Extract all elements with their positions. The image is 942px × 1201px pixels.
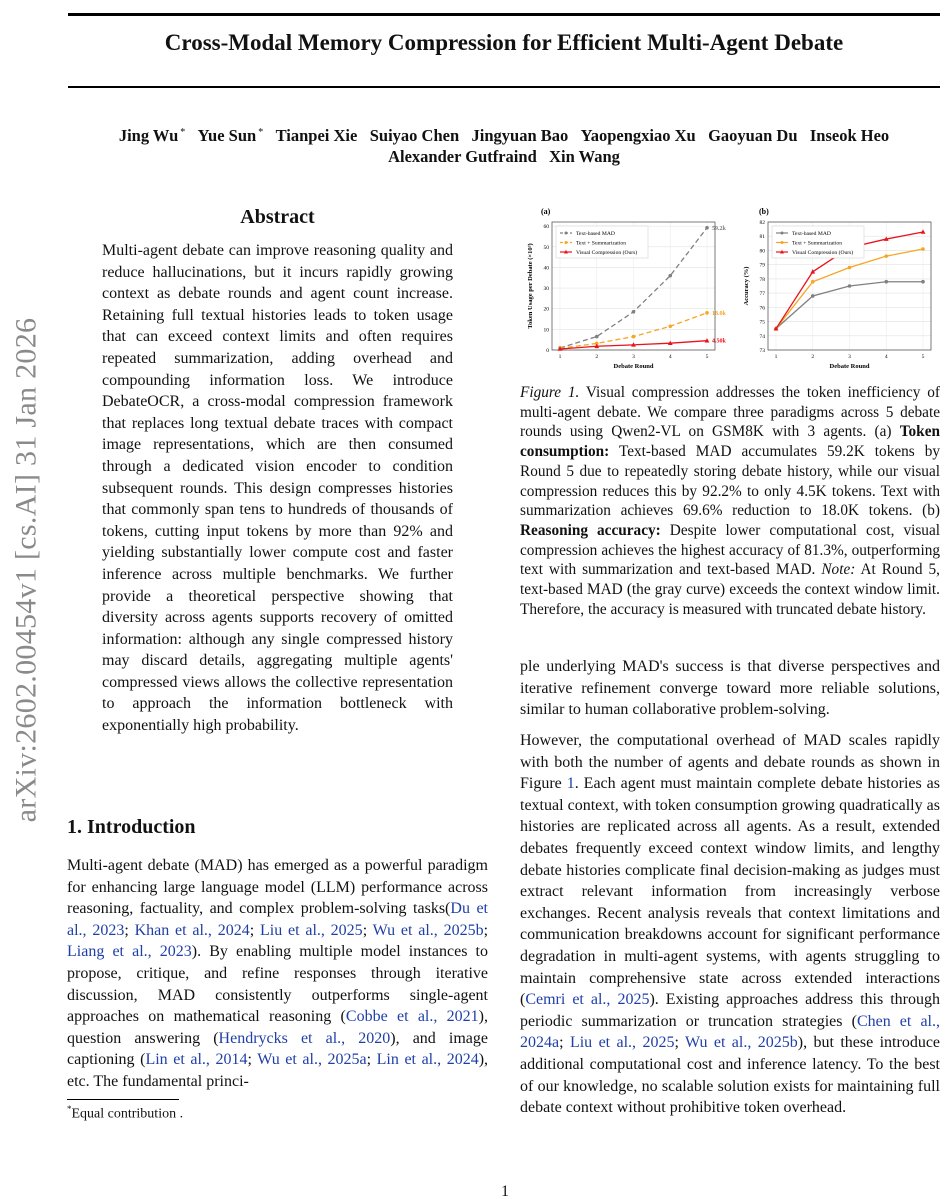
author-name: Gaoyuan Du — [708, 126, 798, 145]
chart-y-tick-label: 30 — [543, 286, 549, 293]
page-number: 1 — [501, 1183, 509, 1200]
citation-link[interactable]: Lin et al., 2014 — [145, 1051, 248, 1069]
author-name: Inseok Heo — [809, 126, 890, 145]
chart-legend-label: Visual Compression (Ours) — [576, 250, 638, 256]
caption-text-run: Text-based MAD accumulates 59.2K tokens by Round 5 due to repeatedly storing debate history, while our visual compression reduces this by 92.2% to only 4.5K tokens. Text with summarization achieves 69.6% reduction to 18.0K tokens. (b) — [520, 443, 940, 520]
citation-link[interactable]: Chen et al., 2024a — [520, 1012, 940, 1052]
chart-data-point — [705, 226, 709, 230]
chart-data-point — [705, 311, 709, 315]
author-list-line1 — [68, 126, 940, 146]
chart-data-point — [921, 247, 925, 251]
text-run: ; — [249, 921, 260, 939]
text-run: ), but these introduce additional computational cost and inference latency. To the best of our knowledge, no scalable solution exists for maintaining full debate context without prohibitive token overhead. — [520, 1034, 941, 1117]
chart-x-tick-label: 4 — [884, 354, 888, 360]
col2-overhead-paragraph — [520, 730, 940, 1119]
footnote-rule — [67, 1099, 179, 1100]
caption-text-run: Visual compression addresses the token inefficiency of multi-agent debate. We compare three paradigms across 5 debate rounds using Qwen2-VL on GSM8K with 3 agents. (a) — [520, 384, 940, 441]
chart-data-point — [921, 229, 926, 233]
chart-x-tick-label: 2 — [811, 354, 815, 360]
chart-y-tick-label: 0 — [546, 348, 549, 354]
chart-y-axis-label: Accuracy (%) — [743, 266, 750, 306]
chart-data-point — [884, 254, 888, 258]
chart-y-tick-label: 77 — [759, 291, 765, 298]
caption-italic-run: Note: — [821, 561, 856, 579]
chart-end-value-label: 59.2k — [712, 225, 726, 232]
author-name: Alexander Gutfraind — [388, 147, 537, 166]
chart-end-value-label: 4.50k — [712, 338, 726, 345]
chart-data-point — [668, 324, 672, 328]
citation-link[interactable]: Wu et al., 2025b — [685, 1034, 798, 1052]
chart-data-point — [811, 280, 815, 284]
figure-caption — [520, 383, 940, 619]
chart-x-tick-label: 2 — [595, 354, 599, 360]
chart-x-tick-label: 4 — [668, 354, 672, 360]
chart-y-tick-label: 80 — [759, 248, 765, 255]
chart-y-tick-label: 40 — [543, 265, 549, 272]
paper-title: Cross-Modal Memory Compression for Efficient Multi-Agent Debate — [164, 30, 844, 55]
text-run: . Each agent must maintain complete debate histories as textual context, with token consumption growing quadratically as histories are replicated across all agents. As a result, extended debates frequently exceed context window limits, and lengthy debate histories complicate final decision-making as judges must extract relevant information from increasingly verbose exchanges. Recent analysis reveals that context limitations and communication breakdowns account for significant performance degradation in multi-agent systems, with agents struggling to maintain comprehensive state across extended interactions ( — [520, 775, 940, 1009]
chart-legend-label: Text + Summarization — [576, 240, 626, 247]
chart-data-point — [848, 266, 852, 270]
chart-y-tick-label: 78 — [759, 276, 765, 283]
arxiv-stamp — [0, 240, 52, 900]
author-name: Yue Sun — [197, 126, 257, 145]
caption-label: Figure 1. — [520, 384, 580, 401]
citation-link[interactable]: 1 — [566, 775, 575, 793]
citation-link[interactable]: Hendrycks et al., 2020 — [218, 1029, 391, 1047]
citation-link[interactable]: Liu et al., 2025 — [259, 921, 363, 939]
text-run: ; — [559, 1034, 570, 1052]
text-run: ; — [124, 921, 135, 939]
chart-y-tick-label: 74 — [759, 333, 765, 340]
chart-panel-label: (a) — [541, 207, 551, 216]
chart-data-point — [848, 284, 852, 288]
chart-legend-marker — [781, 241, 784, 244]
text-run: ; — [362, 921, 373, 939]
arxiv-id[interactable]: arXiv:2602.00454v1 [cs.AI] 31 Jan 2026 — [9, 317, 43, 823]
chart-legend-marker — [565, 232, 568, 235]
text-run: ; — [674, 1034, 686, 1052]
chart-legend-label: Visual Compression (Ours) — [792, 250, 854, 256]
chart-panel-label: (b) — [759, 207, 769, 216]
citation-link[interactable]: Cobbe et al., 2021 — [345, 1008, 479, 1026]
chart-y-tick-label: 10 — [543, 327, 549, 334]
chart-x-tick-label: 5 — [705, 354, 709, 360]
chart-x-tick-label: 1 — [774, 354, 778, 360]
author-name: Jing Wu — [118, 126, 179, 145]
text-run: ), question answering ( — [67, 1008, 488, 1047]
author-equal-contrib-mark: * — [180, 126, 186, 138]
text-run: ). Existing approaches address this through periodic summarization or truncation strategies ( — [520, 991, 941, 1030]
citation-link[interactable]: Khan et al., 2024 — [134, 921, 250, 939]
chart-x-tick-label: 5 — [921, 354, 925, 360]
chart-data-point — [921, 280, 925, 284]
text-run: However, the computational overhead of MAD scales rapidly with both the number of agents and debate rounds as shown in Figure — [520, 732, 940, 793]
citation-link[interactable]: Cemri et al., 2025 — [525, 991, 650, 1009]
footnote-mark: * — [67, 1104, 72, 1114]
text-run: ; — [483, 921, 489, 939]
citation-link[interactable]: Liang et al., 2023 — [67, 943, 192, 961]
chart-y-axis-label: Token Usage per Debate (×10³) — [527, 243, 534, 329]
chart-y-tick-label: 81 — [759, 234, 765, 241]
text-run: ). By enabling multiple model instances to propose, critique, and refine responses through iterative discussion, MAD consistently outperforms single-agent approaches on mathematical reasoning ( — [67, 943, 488, 1026]
text-run: ; — [247, 1051, 258, 1069]
chart-x-tick-label: 3 — [848, 354, 851, 360]
figure-1-charts — [515, 200, 940, 375]
chart-data-point — [595, 335, 599, 339]
chart-x-tick-label: 3 — [632, 354, 635, 360]
chart-y-tick-label: 73 — [759, 348, 765, 354]
caption-bold-run: Reasoning accuracy: — [520, 521, 661, 539]
chart-y-tick-label: 60 — [543, 224, 549, 231]
chart-data-point — [811, 294, 815, 298]
text-run: ; — [366, 1051, 377, 1069]
author-list-line2 — [68, 147, 940, 167]
chart-data-point — [632, 335, 636, 339]
chart-legend-label: Text-based MAD — [792, 231, 831, 237]
figure-1 — [515, 200, 940, 375]
col2-continued-paragraph: ple underlying MAD's success is that diverse perspectives and iterative refinement converge toward more reliable solutions, similar to human collaborative problem-solving. — [520, 658, 940, 719]
author-name: Yaopengxiao Xu — [580, 126, 696, 145]
chart-data-point — [668, 274, 672, 278]
footnote — [67, 1104, 183, 1123]
text-run: ), and image captioning ( — [67, 1029, 489, 1069]
chart-legend-label: Text + Summarization — [792, 240, 842, 247]
chart-y-tick-label: 76 — [759, 305, 765, 312]
citation-link[interactable]: Wu et al., 2025b — [372, 921, 484, 939]
chart-x-axis-label: Debate Round — [829, 363, 870, 370]
chart-y-tick-label: 82 — [759, 220, 765, 226]
chart-legend-label: Text-based MAD — [576, 231, 615, 237]
author-name: Tianpei Xie — [275, 126, 358, 145]
citation-link[interactable]: Wu et al., 2025a — [257, 1051, 367, 1069]
chart-data-point — [884, 280, 888, 284]
chart-legend-marker — [781, 232, 784, 235]
footnote-text: Equal contribution . — [71, 1106, 184, 1122]
chart-x-axis-label: Debate Round — [613, 363, 654, 370]
author-name: Xin Wang — [549, 147, 620, 166]
abstract-heading: Abstract — [240, 206, 315, 228]
citation-link[interactable]: Liu et al., 2025 — [569, 1034, 675, 1052]
author-name: Suiyao Chen — [369, 126, 460, 145]
caption-text-run: Despite lower computational cost, visual compression achieves the highest accuracy of 81.3%, outperforming text with summarization and text-based MAD. — [520, 521, 940, 579]
section-heading-introduction: 1. Introduction — [67, 816, 196, 838]
citation-link[interactable]: Du et al., 2023 — [67, 900, 488, 939]
abstract-body: Multi-agent debate can improve reasoning quality and reduce hallucinations, but it incurs rapidly growing context as debate rounds and agent count increase. Retaining full textual histories leads to token usage that can exceed context limits and often requires repeated summarization, adding overhead and compounding information loss. We introduce DebateOCR, a cross-modal compression framework that replaces long textual debate traces with compact image representations, which are then consumed through a dedicated vision encoder to condition subsequent rounds. This design compresses histories that commonly span tens to hundreds of thousands of tokens, cutting input tokens by more than 92% and yielding substantially lower compute cost and faster inference across multiple benchmarks. We further provide a theoretical perspective showing that diversity across agents supports recovery of omitted information: although any single compressed history may discard details, aggregating multiple agents' compressed views allows the collective representation to approach the information bottleneck with exponentially high probability. — [102, 242, 453, 735]
text-run: ), etc. The fundamental princi- — [67, 1051, 489, 1090]
author-equal-contrib-mark: * — [258, 126, 264, 138]
intro-paragraph — [67, 855, 488, 1093]
title-rule-top — [68, 13, 940, 16]
author-name: Jingyuan Bao — [471, 126, 569, 145]
chart-y-tick-label: 20 — [543, 306, 549, 313]
chart-y-tick-label: 79 — [759, 262, 765, 269]
title-rule-bottom — [68, 86, 940, 88]
chart-end-value-label: 18.0k — [712, 310, 726, 317]
chart-y-tick-label: 50 — [543, 244, 549, 251]
chart-y-tick-label: 75 — [759, 319, 765, 326]
chart-x-tick-label: 1 — [558, 354, 562, 360]
citation-link[interactable]: Lin et al., 2024 — [376, 1051, 479, 1069]
text-run: Multi-agent debate (MAD) has emerged as a powerful paradigm for enhancing large language model (LLM) performance across reasoning, factuality, and complex problem-solving tasks( — [67, 857, 488, 918]
chart-legend-marker — [565, 241, 568, 244]
caption-text-run: At Round 5, text-based MAD (the gray curve) exceeds the context window limit. Therefore, the accuracy is measured with truncated debate history. — [520, 561, 941, 618]
caption-bold-run: Token consumption: — [520, 423, 940, 461]
chart-data-point — [632, 310, 636, 314]
